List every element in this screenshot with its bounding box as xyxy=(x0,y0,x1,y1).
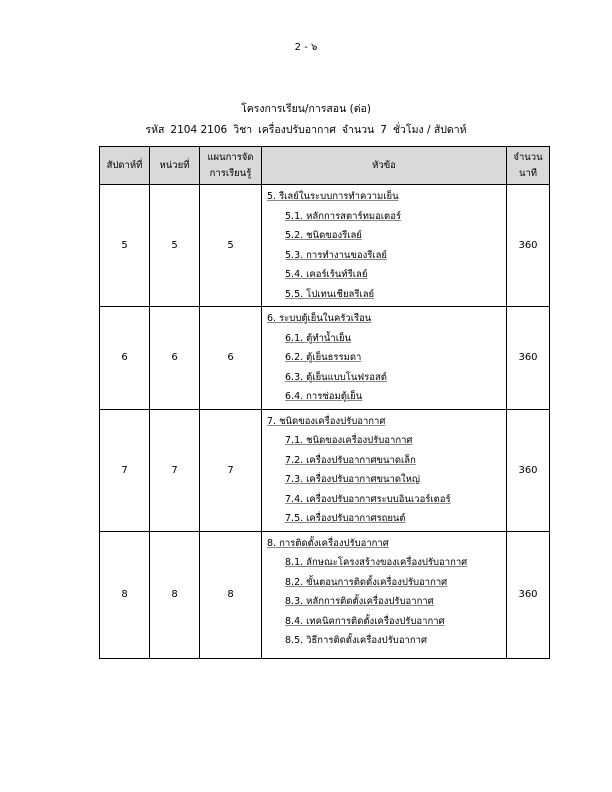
header-plan xyxy=(200,147,262,185)
header-topic: หัวข้อ xyxy=(262,147,507,185)
topic-heading: 5. รีเลย์ในระบบการทำความเย็น xyxy=(267,191,399,202)
cell-minutes: 360 xyxy=(507,307,550,410)
topic-heading: 7. ชนิดของเครื่องปรับอากาศ xyxy=(267,415,386,427)
table-row xyxy=(100,185,550,307)
lesson-plan-table xyxy=(99,146,550,659)
course-code-label: รหัส xyxy=(145,124,165,136)
header-unit: หน่วยที่ xyxy=(150,147,200,185)
subtopic: 7.2. เครื่องปรับอากาศขนาดเล็ก xyxy=(285,454,416,466)
document-title: โครงการเรียน/การสอน (ต่อ) xyxy=(241,103,371,115)
subtopic: 7.5. เครื่องปรับอากาศรถยนต์ xyxy=(285,513,406,524)
subtopic: 7.1. ชนิดของเครื่องปรับอากาศ xyxy=(285,435,413,446)
cell-week: 7 xyxy=(100,409,150,531)
cell-topics xyxy=(262,409,507,531)
cell-plan: 5 xyxy=(200,185,262,307)
cell-unit: 5 xyxy=(150,185,200,307)
cell-topics xyxy=(262,185,507,307)
subtopic: 7.4. เครื่องปรับอากาศระบบอินเวอร์เตอร์ xyxy=(285,493,451,505)
cell-week: 5 xyxy=(100,185,150,307)
course-subject-label: วิชา xyxy=(233,124,253,136)
header-minutes xyxy=(507,147,550,185)
cell-minutes: 360 xyxy=(507,531,550,658)
subtopic: 8.1. ลักษณะโครงสร้างของเครื่องปรับอากาศ xyxy=(285,557,468,568)
topic-heading: 8. การติดตั้งเครื่องปรับอากาศ xyxy=(267,537,389,549)
table-header-row xyxy=(100,147,550,185)
course-hours: 7 xyxy=(380,124,387,136)
cell-minutes: 360 xyxy=(507,185,550,307)
subtopic: 6.2. ตู้เย็นธรรมดา xyxy=(285,352,362,363)
subtopic: 8.5. วิธีการติดตั้งเครื่องปรับอากาศ xyxy=(285,635,427,646)
subtopic: 8.2. ขั้นตอนการติดตั้งเครื่องปรับอากาศ xyxy=(285,576,448,588)
cell-plan: 7 xyxy=(200,409,262,531)
course-info-line xyxy=(0,121,612,138)
table-row xyxy=(100,307,550,410)
subtopic: 8.3. หลักการติดตั้งเครื่องปรับอากาศ xyxy=(285,596,434,607)
cell-topics xyxy=(262,531,507,658)
cell-minutes: 360 xyxy=(507,409,550,531)
table-row xyxy=(100,531,550,658)
cell-unit: 6 xyxy=(150,307,200,410)
cell-plan: 6 xyxy=(200,307,262,410)
course-subject: เครื่องปรับอากาศ xyxy=(258,124,336,136)
header-plan-line1: แผนการจัด xyxy=(207,151,254,163)
subtopic: 5.1. หลักการสตาร์ทมอเตอร์ xyxy=(285,210,402,222)
header-week: สัปดาห์ที่ xyxy=(100,147,150,185)
subtopic: 6.3. ตู้เย็นแบบโนฟรอสต์ xyxy=(285,371,387,383)
subtopic: 5.2. ชนิดของรีเลย์ xyxy=(285,230,362,241)
course-amount-label: จำนวน xyxy=(341,124,375,136)
subtopic: 7.3. เครื่องปรับอากาศขนาดใหญ่ xyxy=(285,474,421,485)
header-plan-line2: การเรียนรู้ xyxy=(209,167,252,179)
header-minutes-line1: จำนวน xyxy=(513,151,543,163)
page-number: 2 - ๖ xyxy=(294,42,318,53)
cell-unit: 7 xyxy=(150,409,200,531)
subtopic: 6.1. ตู้ทำน้ำเย็น xyxy=(285,332,352,344)
course-hours-unit: ชั่วโมง / สัปดาห์ xyxy=(392,124,467,136)
cell-unit: 8 xyxy=(150,531,200,658)
subtopic: 8.4. เทคนิคการติดตั้งเครื่องปรับอากาศ xyxy=(285,615,445,627)
subtopic: 5.5. โปเทนเชียลรีเลย์ xyxy=(285,288,375,300)
cell-week: 8 xyxy=(100,531,150,658)
course-code: 2104 2106 xyxy=(170,124,228,136)
cell-topics xyxy=(262,307,507,410)
subtopic: 5.3. การทำงานของรีเลย์ xyxy=(285,249,387,261)
header-minutes-line2: นาที xyxy=(518,167,538,179)
subtopic: 5.4. เคอร์เร้นท์รีเลย์ xyxy=(285,269,368,280)
cell-plan: 8 xyxy=(200,531,262,658)
topic-heading: 6. ระบบตู้เย็นในครัวเรือน xyxy=(267,313,372,324)
subtopic: 6.4. การซ่อมตู้เย็น xyxy=(285,391,363,402)
cell-week: 6 xyxy=(100,307,150,410)
table-row xyxy=(100,409,550,531)
